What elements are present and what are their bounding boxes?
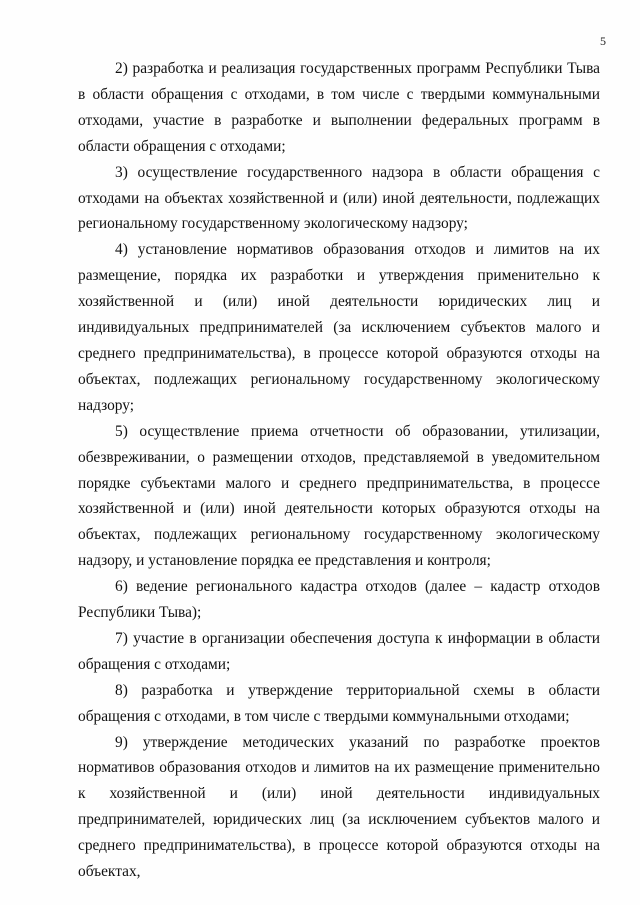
paragraph-6: 6) ведение регионального кадастра отходов (далее – кадастр отходов Республики Тыва); — [78, 578, 600, 622]
paragraph-2: 2) разработка и реализация государственных программ Республики Тыва в области обращения с отходами, в том числе с твердыми коммунальными отходами, участие в разработке и выполнении федеральных программ в области обращения с отходами; — [78, 60, 600, 155]
page-number: 5 — [600, 34, 606, 48]
paragraph-5: 5) осуществление приема отчетности об образовании, утилизации, обезвреживании, о размещении отходов, представляемой в уведомительном порядке субъектами малого и среднего предпринимательства, в процессе хозяйственной и (или) иной деятельности которых образуются отходы на объектах, подлежащих региональному государственному экологическому надзору, и установление порядка ее представления и контроля; — [78, 422, 600, 570]
paragraph-7: 7) участие в организации обеспечения доступа к информации в области обращения с отходами; — [78, 629, 600, 673]
paragraph-8: 8) разработка и утверждение территориальной схемы в области обращения с отходами, в том числе с твердыми коммунальными отходами; — [78, 681, 600, 725]
paragraph-3: 3) осуществление государственного надзора в области обращения с отходами на объектах хозяйственной и (или) иной деятельности, подлежащих региональному государственному экологическому надзору; — [78, 163, 600, 233]
document-body — [78, 56, 600, 885]
paragraph-4: 4) установление нормативов образования отходов и лимитов на их размещение, порядка их разработки и утверждения применительно к хозяйственной и (или) иной деятельности юридических лиц и индивидуальных предпринимателей (за исключением субъектов малого и среднего предпринимательства), в процессе которой образуются отходы на объектах, подлежащих региональному государственному экологическому надзору; — [78, 241, 600, 414]
paragraph-9: 9) утверждение методических указаний по разработке проектов нормативов образования отходов и лимитов на их размещение применительно к хозяйственной и (или) иной деятельности индивидуальных предпринимателей, юридических лиц (за исключением субъектов малого и среднего предпринимательства), в процессе которой образуются отходы на объектах, — [78, 733, 600, 881]
